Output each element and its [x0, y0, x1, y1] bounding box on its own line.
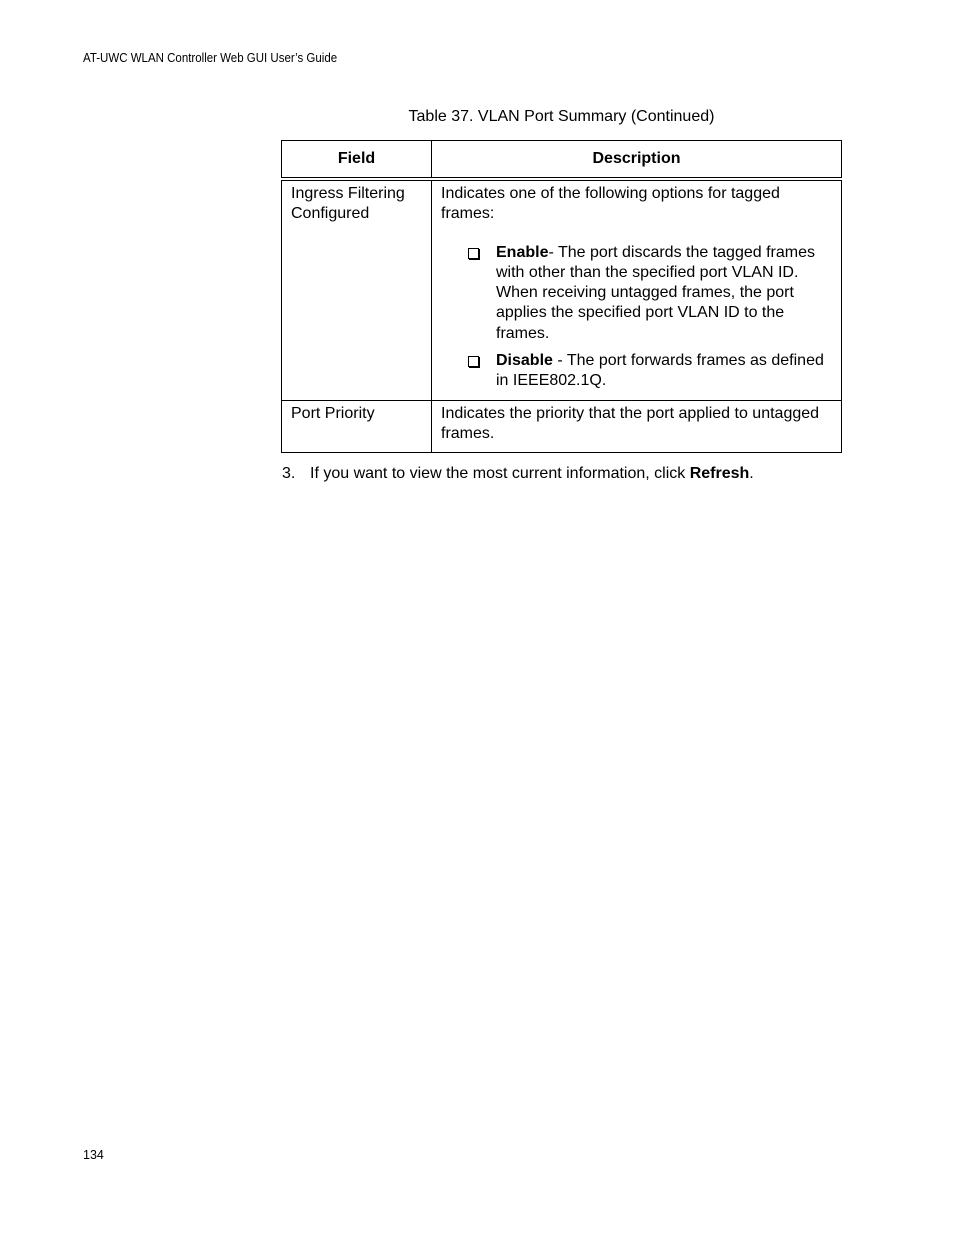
- bullet-text: - The port discards the tagged frames with other than the specified port VLAN ID. When receiving untagged frames, the port applies the specified port VLAN ID to the frames.: [496, 243, 815, 342]
- vlan-port-summary-table: [281, 140, 842, 453]
- step-text: If you want to view the most current information, click: [310, 465, 690, 482]
- bullet-text: - The port forwards frames as defined in IEEE802.1Q.: [496, 352, 824, 390]
- checkbox-bullet-icon: [468, 248, 479, 259]
- checkbox-bullet-icon: [468, 356, 479, 367]
- step-number: 3.: [282, 465, 296, 482]
- description-cell: Indicates the priority that the port applied to untagged frames.: [432, 400, 842, 453]
- running-header: AT-UWC WLAN Controller Web GUI User’s Guide: [83, 51, 338, 65]
- step-text-end: .: [749, 465, 754, 482]
- step-instruction: [282, 465, 754, 483]
- field-cell: Port Priority: [282, 400, 432, 453]
- page-number: 134: [83, 1148, 104, 1162]
- table-row: [282, 400, 842, 453]
- description-text: Indicates one of the following options for tagged frames:: [441, 185, 780, 223]
- table-caption: Table 37. VLAN Port Summary (Continued): [408, 108, 715, 125]
- bullet-term: Disable: [496, 352, 553, 370]
- bullet-term: Enable: [496, 243, 549, 261]
- bullet-item: [468, 351, 832, 392]
- description-cell: [432, 179, 842, 400]
- field-cell: Ingress Filtering Configured: [282, 179, 432, 400]
- column-header-description: Description: [432, 141, 842, 180]
- bullet-item: [468, 243, 832, 344]
- table-header-row: [282, 141, 842, 180]
- column-header-field: Field: [282, 141, 432, 180]
- table-row: [282, 179, 842, 400]
- refresh-label: Refresh: [689, 465, 750, 482]
